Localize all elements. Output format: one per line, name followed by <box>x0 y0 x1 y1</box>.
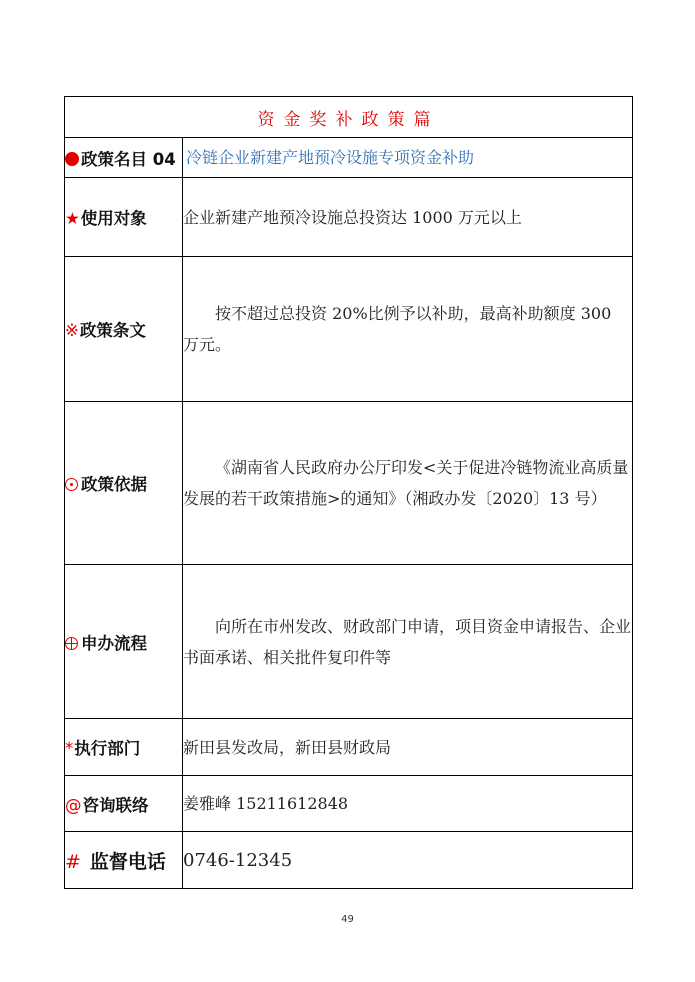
target-label-cell <box>65 178 183 257</box>
target-value: 企业新建产地预冷设施总投资达 1000 万元以上 <box>183 178 633 257</box>
at-sign-icon: @ <box>65 795 82 815</box>
process-row <box>65 565 633 719</box>
process-value: 向所在市州发改、财政部门申请，项目资金申请报告、企业书面承诺、相关批件复印件等 <box>183 565 633 719</box>
contact-label-cell <box>65 776 183 832</box>
clause-value: 按不超过总投资 20%比例予以补助，最高补助额度 300 万元。 <box>183 257 633 402</box>
target-label: 使用对象 <box>80 209 147 228</box>
hash-icon: # <box>65 850 81 873</box>
policy-name-label: 政策名目 04 <box>81 149 176 169</box>
basis-label: 政策依据 <box>81 475 147 494</box>
title-row <box>65 97 633 138</box>
process-label-cell <box>65 565 183 719</box>
asterisk-icon: * <box>65 739 74 758</box>
contact-label: 咨询联络 <box>82 795 149 815</box>
clause-row <box>65 257 633 402</box>
phone-row <box>65 832 633 889</box>
reference-mark-icon: ※ <box>65 321 79 340</box>
basis-row <box>65 402 633 565</box>
clause-label-cell <box>65 257 183 402</box>
phone-label-cell <box>65 832 183 889</box>
policy-table <box>64 96 633 889</box>
contact-row <box>65 776 633 832</box>
policy-name-value: 冷链企业新建产地预冷设施专项资金补助 <box>183 138 633 178</box>
basis-label-cell <box>65 402 183 565</box>
circle-plus-icon <box>65 637 78 650</box>
department-row <box>65 719 633 776</box>
department-label: 执行部门 <box>74 739 141 758</box>
phone-label: 监督电话 <box>89 850 166 873</box>
target-row <box>65 178 633 257</box>
process-label: 申办流程 <box>81 633 147 653</box>
basis-value: 《湖南省人民政府办公厅印发<关于促进冷链物流业高质量发展的若干政策措施>的通知》（湘政办发〔2020〕13 号） <box>183 402 633 565</box>
target-icon <box>65 478 78 491</box>
page-number: 49 <box>341 914 354 925</box>
contact-value: 姜雅峰 15211612848 <box>183 776 633 832</box>
red-dot-icon <box>65 152 79 166</box>
section-title: 资金奖补政策篇 <box>65 97 633 138</box>
clause-label: 政策条文 <box>79 321 146 340</box>
department-label-cell <box>65 719 183 776</box>
policy-name-row <box>65 138 633 178</box>
phone-value: 0746-12345 <box>183 832 633 889</box>
department-value: 新田县发改局，新田县财政局 <box>183 719 633 776</box>
policy-name-label-cell <box>65 138 183 178</box>
star-icon: ★ <box>65 209 80 228</box>
